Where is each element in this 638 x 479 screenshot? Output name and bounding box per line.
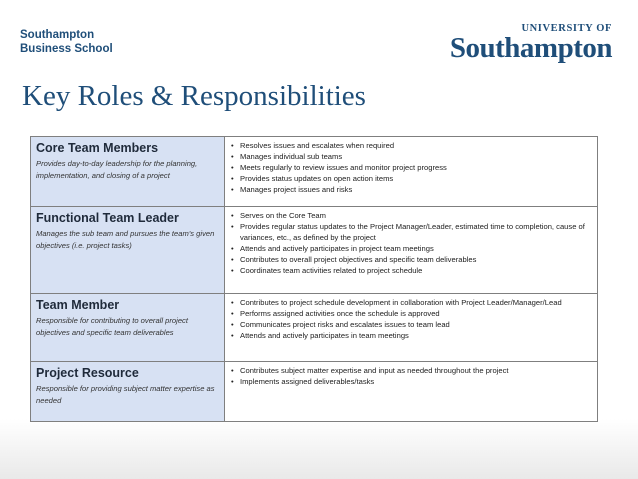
- role-name: Functional Team Leader: [36, 211, 179, 225]
- list-item: • Coordinates team activities related to project schedule: [230, 265, 592, 276]
- table-row: [31, 294, 598, 362]
- list-item: • Performs assigned activities once the schedule is approved: [230, 308, 592, 319]
- list-item: • Meets regularly to review issues and monitor project progress: [230, 162, 592, 173]
- role-cell: [31, 137, 225, 207]
- page-title: Key Roles & Responsibilities: [22, 80, 366, 112]
- role-cell: [31, 362, 225, 422]
- list-item: • Resolves issues and escalates when required: [230, 140, 592, 151]
- responsibilities-cell: [225, 362, 598, 422]
- responsibilities-list: [230, 365, 592, 387]
- responsibilities-cell: [225, 207, 598, 294]
- responsibilities-cell: [225, 137, 598, 207]
- list-item: • Manages project issues and risks: [230, 184, 592, 195]
- responsibilities-list: [230, 140, 592, 195]
- roles-table: [30, 136, 598, 422]
- background-gradient: [0, 419, 638, 479]
- table-row: [31, 137, 598, 207]
- responsibilities-list: [230, 210, 592, 276]
- table-row: [31, 207, 598, 294]
- role-description: Responsible for contributing to overall project objectives and specific team deliverables: [36, 316, 188, 337]
- school-name-line1: Southampton: [20, 29, 95, 41]
- list-item: • Attends and actively participates in project team meetings: [230, 243, 592, 254]
- logo-southampton: Southampton: [449, 32, 612, 64]
- list-item: • Provides regular status updates to the Project Manager/Leader, estimated time to completion, cause of variances, etc., as defined by the project: [230, 221, 592, 243]
- role-description: Manages the sub team and pursues the team's given objectives (i.e. project tasks): [36, 229, 215, 250]
- list-item: • Communicates project risks and escalates issues to team lead: [230, 319, 592, 330]
- university-logo: [450, 24, 612, 62]
- role-name: Core Team Members: [36, 141, 159, 155]
- role-cell: [31, 294, 225, 362]
- list-item: • Contributes to project schedule development in collaboration with Project Leader/Manager/Lead: [230, 297, 592, 308]
- business-school-logo: [20, 28, 113, 56]
- list-item: • Attends and actively participates in team meetings: [230, 330, 592, 341]
- list-item: • Contributes to overall project objectives and specific team deliverables: [230, 254, 592, 265]
- responsibilities-cell: [225, 294, 598, 362]
- school-name-line2: Business School: [20, 43, 113, 55]
- role-description: Responsible for providing subject matter expertise as needed: [36, 384, 215, 405]
- table-row: [31, 362, 598, 422]
- logo-university-of: UNIVERSITY OF: [521, 23, 612, 34]
- role-cell: [31, 207, 225, 294]
- list-item: • Contributes subject matter expertise and input as needed throughout the project: [230, 365, 592, 376]
- list-item: • Provides status updates on open action items: [230, 173, 592, 184]
- list-item: • Serves on the Core Team: [230, 210, 592, 221]
- role-name: Team Member: [36, 298, 120, 312]
- list-item: • Manages individual sub teams: [230, 151, 592, 162]
- role-name: Project Resource: [36, 366, 139, 380]
- list-item: • Implements assigned deliverables/tasks: [230, 376, 592, 387]
- role-description: Provides day-to-day leadership for the planning, implementation, and closing of a project: [36, 159, 198, 180]
- responsibilities-list: [230, 297, 592, 341]
